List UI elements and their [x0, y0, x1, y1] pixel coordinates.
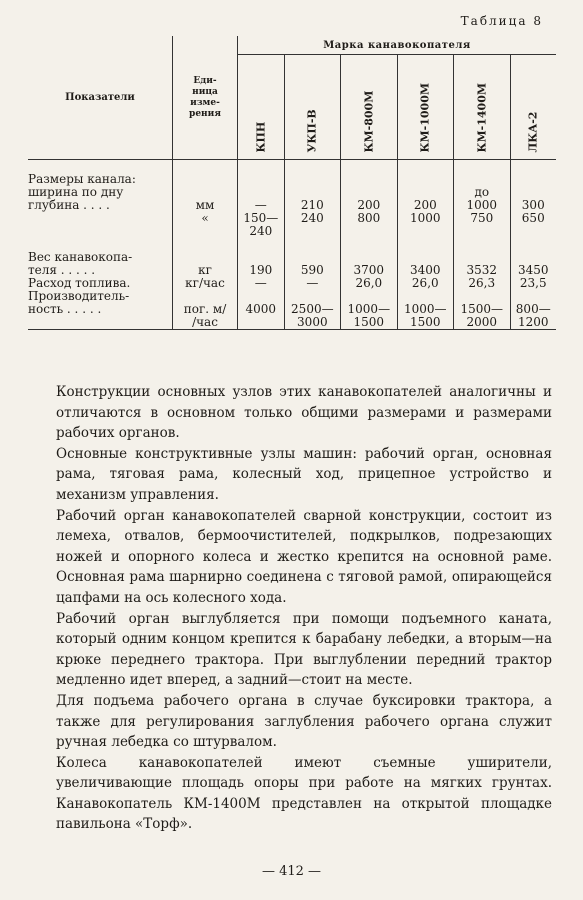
value-cell: — — [284, 277, 340, 290]
value-cell: — — [238, 277, 285, 290]
table-caption: Таблица 8 — [460, 14, 543, 28]
table-row — [28, 225, 556, 238]
value-cell: 190 — [238, 264, 285, 277]
table-row — [28, 212, 556, 225]
unit-cell: кг/час — [173, 277, 238, 290]
specs-table — [28, 36, 556, 330]
paragraph: Рабочий орган канавокопателей сварной конструкции, состоит из лемеха, отвалов, бермоочистителей, подкрылков, подрезающих ножей и опорного колеса и жестко крепится на основной раме. Основная рама шарнирно соединена с тяговой рамой, опирающейся цапфами на ось колесного хода. — [56, 507, 552, 606]
unit-cell: /час — [173, 316, 238, 330]
value-cell — [341, 225, 397, 238]
header-unit-line: ница — [192, 86, 218, 97]
value-cell — [284, 173, 340, 186]
unit-cell: кг — [173, 264, 238, 277]
value-cell — [238, 316, 285, 330]
value-cell: 1500— — [454, 303, 510, 316]
value-cell: 1000— — [397, 303, 453, 316]
header-model — [454, 55, 510, 160]
param-cell: ность . . . . . — [28, 303, 173, 316]
paragraph: Колеса канавокопателей имеют съемные уширители, увеличивающие площадь опоры при работе на мягких грунтах. Канавокопатель КМ-1400М представлен на открытой площадке павильона «Торф». — [56, 754, 552, 833]
value-cell: 3400 — [397, 264, 453, 277]
value-cell: 210 — [284, 199, 340, 212]
value-cell: 750 — [454, 212, 510, 225]
header-model-label: КПН — [254, 121, 268, 153]
value-cell — [397, 225, 453, 238]
header-params: Показатели — [28, 36, 173, 160]
value-cell — [284, 225, 340, 238]
param-cell: глубина . . . . — [28, 199, 173, 212]
header-model-label: УКП-В — [305, 109, 319, 153]
value-cell: 1000 — [454, 199, 510, 212]
value-cell — [454, 225, 510, 238]
param-cell: Размеры канала: — [28, 173, 173, 186]
value-cell — [510, 173, 556, 186]
header-model — [341, 55, 397, 160]
value-cell: 3450 — [517, 263, 549, 277]
header-model-label: КМ-1000М — [418, 82, 432, 153]
header-unit-line: изме- — [190, 97, 220, 108]
value-cell: 3700 — [341, 264, 397, 277]
value-cell: 26,3 — [454, 277, 510, 290]
value-cell: 3532 — [454, 264, 510, 277]
param-cell: ширина по дну — [28, 186, 173, 199]
value-cell: 1200 — [510, 316, 556, 330]
param-cell: Вес канавокопа- — [28, 251, 173, 264]
value-cell: 300 — [521, 198, 545, 212]
header-model-label: ЛКА-2 — [526, 111, 540, 153]
value-cell: 1500 — [397, 316, 453, 330]
value-cell — [510, 225, 556, 238]
header-model — [284, 55, 340, 160]
param-cell: теля . . . . . — [28, 264, 173, 277]
unit-cell — [173, 225, 238, 238]
value-cell: 200 — [397, 199, 453, 212]
value-cell: 2000 — [454, 316, 510, 330]
value-cell: до — [454, 186, 510, 199]
body-text — [56, 382, 552, 835]
table-row — [28, 316, 556, 330]
value-cell: — — [238, 199, 285, 212]
value-cell: 4000 — [238, 303, 285, 316]
value-cell: 3000 — [284, 316, 340, 330]
paragraph: Для подъема рабочего органа в случае буксировки трактора, а также для регулирования заглубления рабочего органа служит ручная лебедка со штурвалом. — [56, 692, 552, 751]
unit-cell: « — [173, 212, 238, 225]
param-cell — [28, 225, 173, 238]
value-cell — [238, 173, 285, 186]
value-cell: 1000 — [397, 212, 453, 225]
value-cell: 240 — [238, 225, 285, 238]
value-cell: 800 — [341, 212, 397, 225]
value-cell: 2500— — [284, 303, 340, 316]
value-cell: 590 — [284, 264, 340, 277]
value-cell: 800— — [515, 302, 551, 316]
unit-cell: пог. м/ — [173, 303, 238, 316]
header-model-label: КМ-1400М — [475, 82, 489, 153]
header-unit-line: Еди- — [193, 75, 217, 86]
value-cell: 240 — [284, 212, 340, 225]
header-model — [510, 55, 556, 160]
value-cell: 200 — [341, 199, 397, 212]
paragraph: Конструкции основных узлов этих канавокопателей аналогичны и отличаются в основном только общими размерами и размерами рабочих органов. — [56, 384, 552, 442]
value-cell: 23,5 — [519, 276, 547, 290]
page-number: — 412 — — [261, 864, 322, 879]
value-cell: 26,0 — [397, 277, 453, 290]
header-brand: Марка канавокопателя — [238, 36, 557, 55]
header-unit-line: рения — [189, 108, 221, 119]
header-model — [397, 55, 453, 160]
value-cell: 150— — [238, 212, 285, 225]
param-cell — [28, 316, 173, 330]
value-cell: 1500 — [341, 316, 397, 330]
value-cell: 1000— — [341, 303, 397, 316]
value-cell — [397, 173, 453, 186]
paragraph: Рабочий орган выглубляется при помощи подъемного каната, который одним концом крепится к барабану лебедки, а вторым—на крюке переднего трактора. При выглублении передний трактор медленно идет вперед, а задний—стоит на месте. — [56, 610, 552, 689]
param-cell: Расход топлива. — [28, 277, 173, 290]
param-cell — [28, 212, 173, 225]
header-model-label: КМ-800М — [362, 90, 376, 153]
header-model — [238, 55, 285, 160]
unit-cell — [173, 173, 238, 186]
param-cell: Производитель- — [28, 290, 173, 303]
header-unit — [173, 36, 238, 160]
unit-cell: мм — [173, 199, 238, 212]
paragraph: Основные конструктивные узлы машин: рабочий орган, основная рама, тяговая рама, колесный ход, прицепное устройство и механизм управления. — [56, 445, 552, 503]
value-cell — [341, 173, 397, 186]
value-cell: 26,0 — [341, 277, 397, 290]
value-cell: 650 — [521, 211, 545, 225]
